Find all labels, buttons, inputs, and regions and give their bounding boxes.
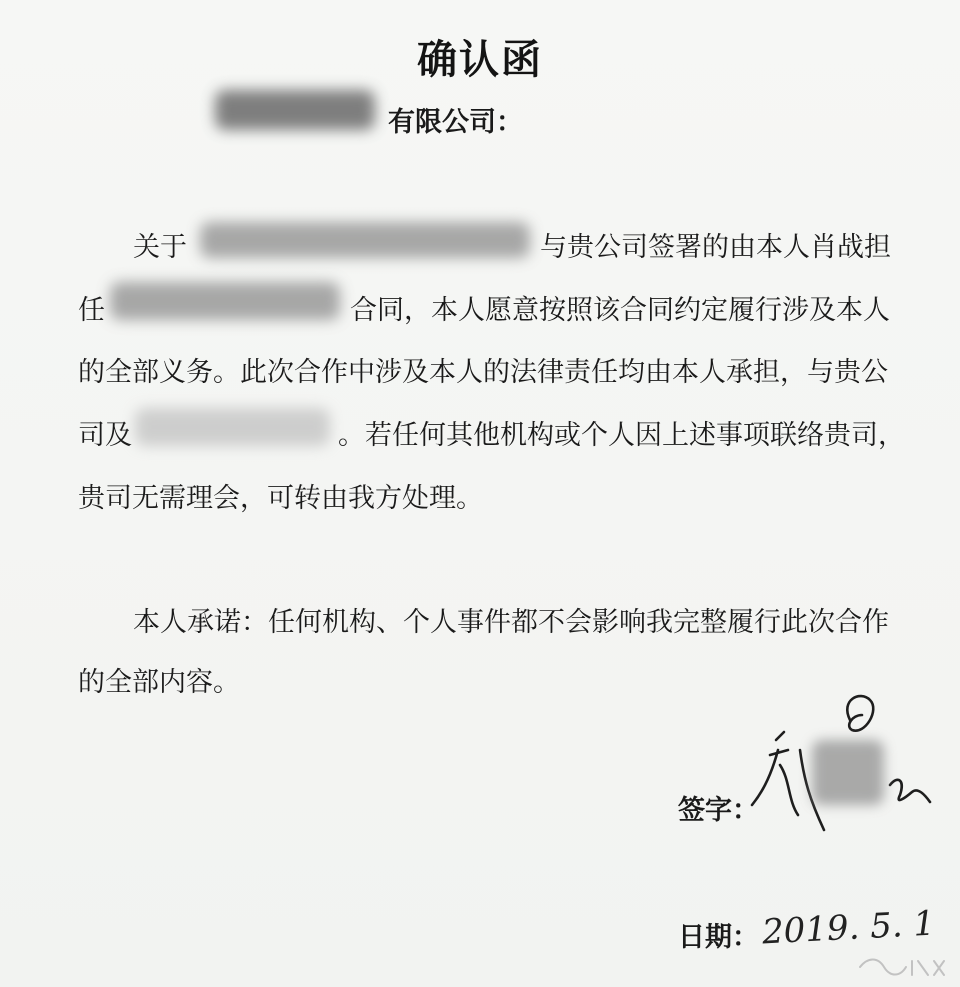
commitment-line-2: 的全部内容。: [78, 667, 240, 698]
body-line-4-end: 。若任何其他机构或个人因上述事项联络贵司，: [338, 420, 905, 451]
addressee-suffix: 有限公司：: [388, 107, 523, 138]
date-label: 日期：: [678, 922, 759, 953]
handwritten-date: 2019. 5. 1: [761, 903, 936, 953]
body-line-2-start: 任: [78, 295, 105, 326]
redacted-party-name: [200, 222, 530, 258]
body-line-2-end: 合同，本人愿意按照该合同约定履行涉及本人: [350, 295, 890, 326]
redacted-company-name: [215, 90, 375, 130]
redacted-third-party: [135, 408, 330, 446]
watermark-logo: [854, 953, 950, 981]
redacted-role: [110, 282, 340, 320]
body-line-1-end: 与贵公司签署的由本人肖战担: [540, 232, 891, 263]
signature-label: 签字：: [678, 795, 759, 826]
body-line-5: 贵司无需理会，可转由我方处理。: [78, 483, 483, 514]
handwritten-signature: [740, 680, 940, 850]
document-title: 确认函: [417, 36, 543, 83]
body-line-1-start: 关于: [133, 232, 187, 263]
commitment-line-1: 本人承诺：任何机构、个人事件都不会影响我完整履行此次合作: [133, 607, 889, 638]
body-line-4-start: 司及: [78, 420, 132, 451]
signature-blur: [812, 740, 884, 805]
body-line-3: 的全部义务。此次合作中涉及本人的法律责任均由本人承担，与贵公: [78, 357, 888, 388]
